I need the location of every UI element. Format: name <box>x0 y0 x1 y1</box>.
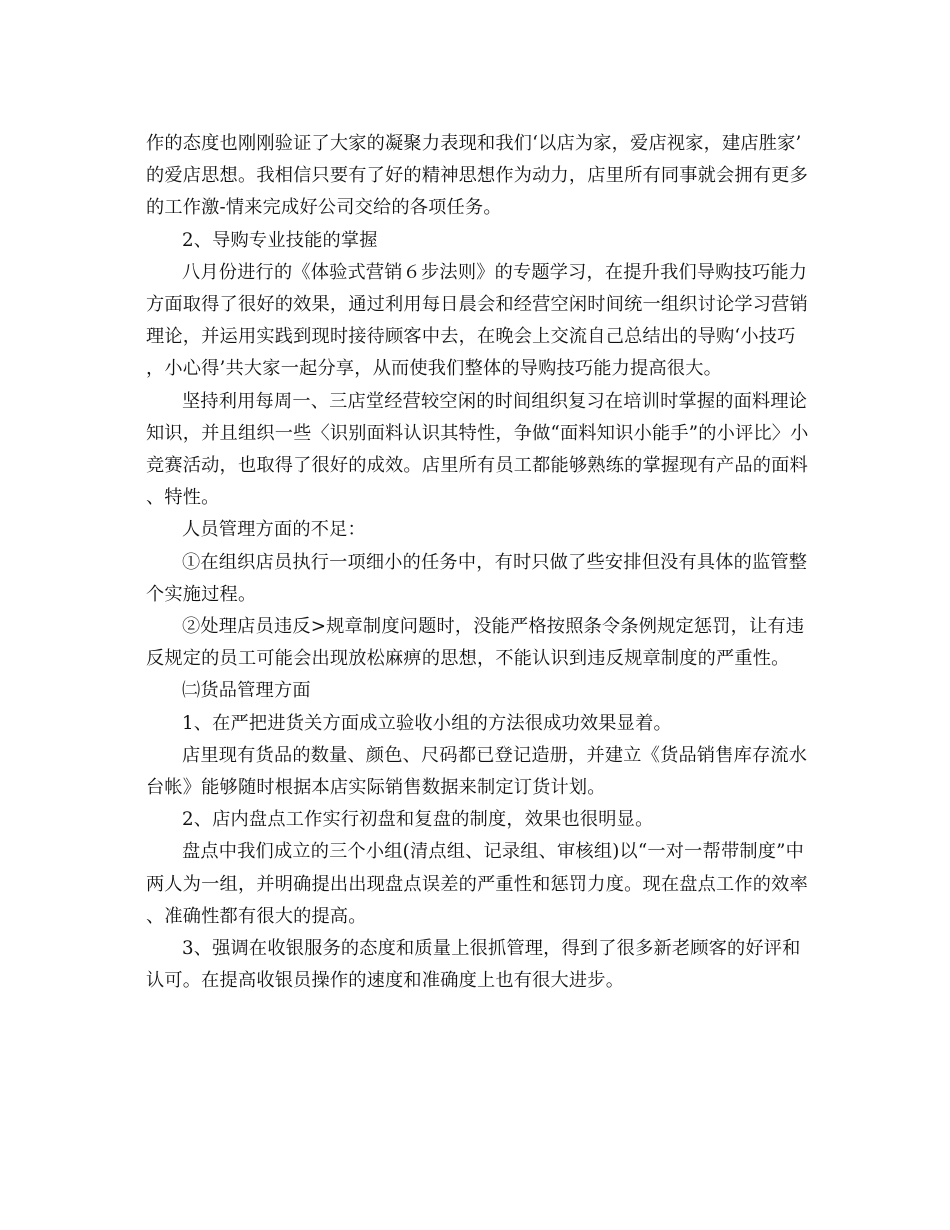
paragraph-stocktaking: 2、店内盘点工作实行初盘和复盘的制度，效果也很明显。 <box>182 809 654 831</box>
heading-staff-management-shortcomings: 人员管理方面的不足： <box>182 519 366 541</box>
paragraph-experiential-marketing: 八月份进行的《体验式营销６步法则》的专题学习，在提升我们导购技巧能力方面取得了很好的效果，通过利用每日晨会和经营空闲时间统一组织讨论学习营销理论，并运用实践到现时接待顾客中去，在晚会上交流自己总结出的导购‘小技巧，小心得’共大家一起分享，从而使我们整体的导购技巧能力提高很大。 <box>146 261 808 380</box>
paragraph-cashier-service: 3、强调在收银服务的态度和质量上很抓管理，得到了很多新老顾客的好评和认可。在提高收银员操作的速度和准确度上也有很大进步。 <box>146 938 801 992</box>
paragraph-inspection-team: 1、在严把进货关方面成立验收小组的方法很成功效果显着。 <box>182 712 672 734</box>
heading-goods-management: ㈡货品管理方面 <box>182 680 311 702</box>
list-item-shortcoming-2: ②处理店员违反>规章制度问题时，没能严格按照条令条例规定惩罚，让有违反规定的员工可能会出现放松麻痹的思想，不能认识到违反规章制度的严重性。 <box>146 616 805 670</box>
document-body <box>146 128 810 997</box>
heading-sales-skills: 2、导购专业技能的掌握 <box>182 229 378 251</box>
paragraph-inventory-ledger: 店里现有货品的数量、颜色、尺码都已登记造册，并建立《货品销售库存流水台帐》能够随时根据本店实际销售数据来制定订货计划。 <box>146 744 808 799</box>
paragraph-continuation: 作的态度也刚刚验证了大家的凝聚力表现和我们‘以店为家，爱店视家，建店胜家’的爱店思想。我相信只要有了好的精神思想作为动力，店里所有同事就会拥有更多的工作激-情来完成好公司交给的各项任务。 <box>146 133 808 219</box>
paragraph-fabric-knowledge: 坚持利用每周一、三店堂经营较空闲的时间组织复习在培训时掌握的面料理论知识，并且组织一些〈识别面料认识其特性，争做“面料知识小能手”的小评比〉小竞赛活动，也取得了很好的成效。店里所有员工都能够熟练的掌握现有产品的面料、特性。 <box>146 390 809 509</box>
list-item-shortcoming-1: ①在组织店员执行一项细小的任务中，有时只做了些安排但没有具体的监管整个实施过程。 <box>146 551 808 605</box>
paragraph-stocktaking-groups: 盘点中我们成立的三个小组(清点组、记录组、审核组)以“一对一帮带制度”中两人为一组，并明确提出出现盘点误差的严重性和惩罚力度。现在盘点工作的效率、准确性都有很大的提高。 <box>146 841 808 927</box>
